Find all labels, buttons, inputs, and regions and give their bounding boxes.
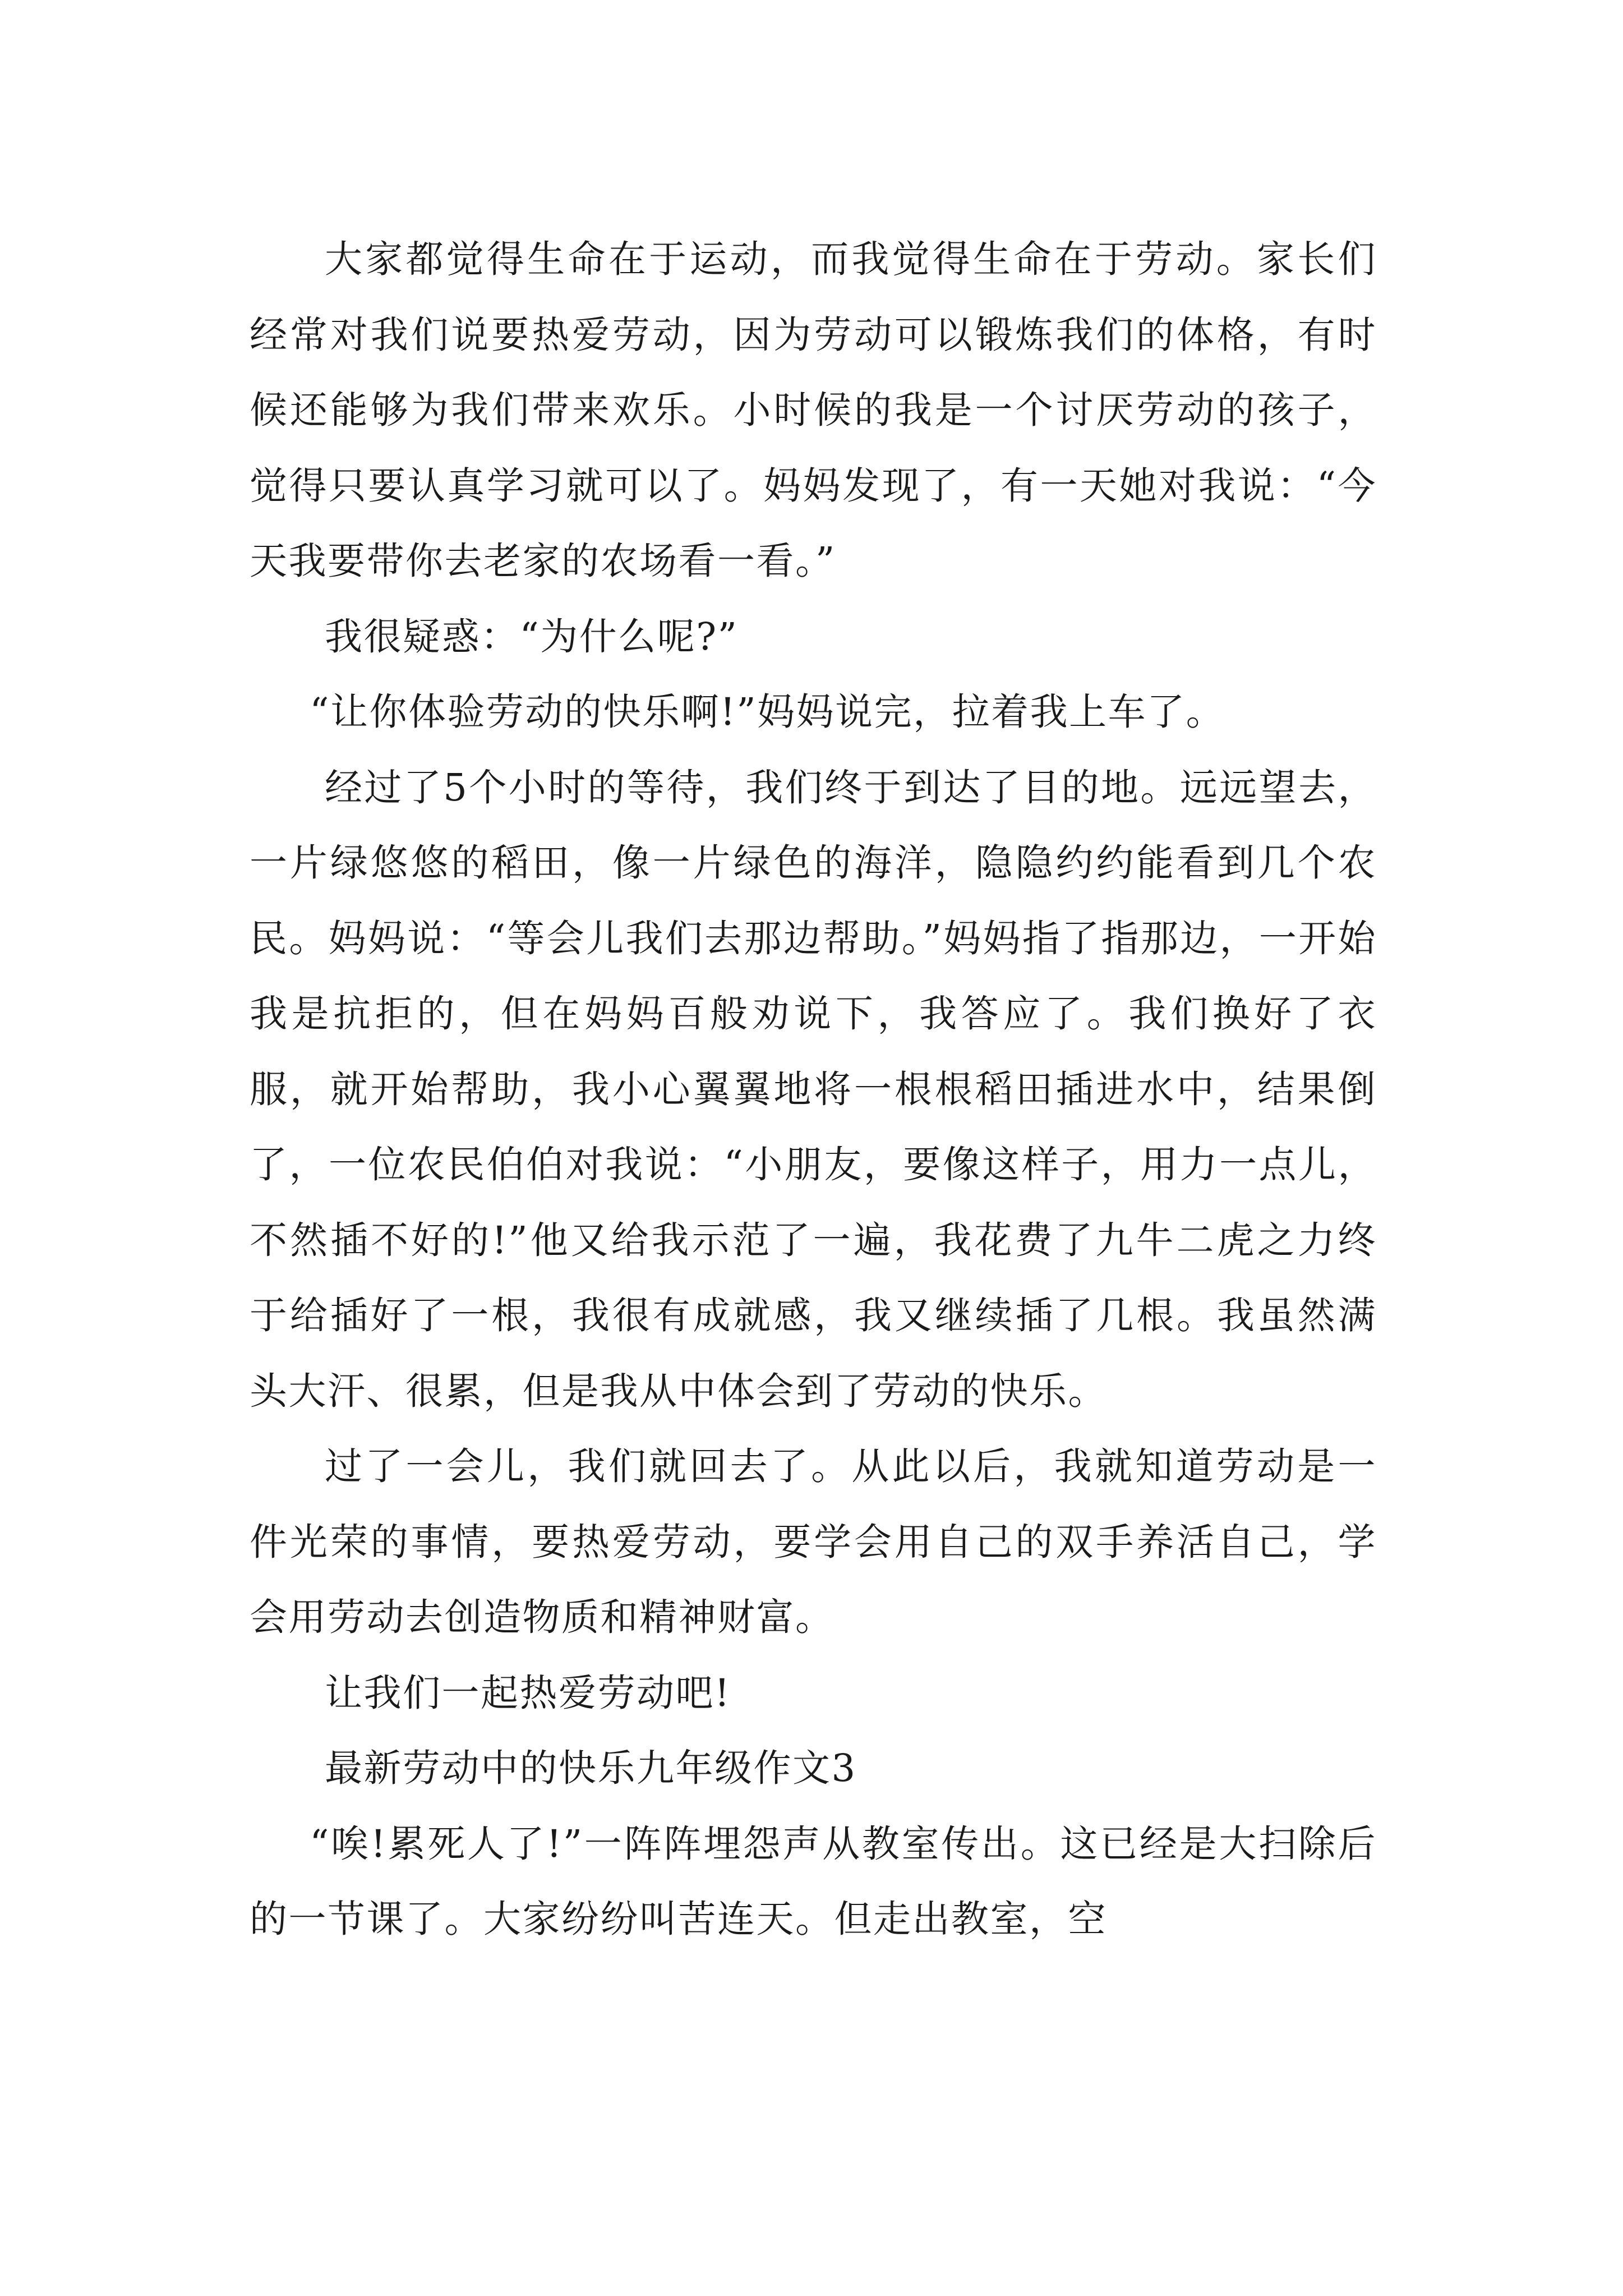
paragraph-reflection: 过了一会儿，我们就回去了。从此以后，我就知道劳动是一件光荣的事情，要热爱劳动，要学会用自己的双手养活自己，学会用劳动去创造物质和精神财富。 [250, 1444, 1377, 1639]
paragraph-mother-reply: “让你体验劳动的快乐啊!”妈妈说完，拉着我上车了。 [310, 690, 1225, 734]
paragraph-closing: 让我们一起热爱劳动吧! [325, 1671, 731, 1715]
paragraph-question: 我很疑惑：“为什么呢?” [325, 614, 739, 659]
paragraph-intro: 大家都觉得生命在于运动，而我觉得生命在于劳动。家长们经常对我们说要热爱劳动，因为劳动可以锻炼我们的体格，有时候还能够为我们带来欢乐。小时候的我是一个讨厌劳动的孩子，觉得只要认真学习就可以了。妈妈发现了，有一天她对我说：“今天我要带你去老家的农场看一看。” [250, 237, 1377, 583]
paragraph-essay3-opening: “唉!累死人了!”一阵阵埋怨声从教室传出。这已经是大扫除后的一节课了。大家纷纷叫苦连天。但走出教室，空 [250, 1821, 1377, 1941]
essay-heading-3: 最新劳动中的快乐九年级作文3 [325, 1746, 857, 1790]
paragraph-farm-story: 经过了5个小时的等待，我们终于到达了目的地。远远望去，一片绿悠悠的稻田，像一片绿色的海洋，隐隐约约能看到几个农民。妈妈说：“等会儿我们去那边帮助。”妈妈指了指那边，一开始我是抗拒的，但在妈妈百般劝说下，我答应了。我们换好了衣服，就开始帮助，我小心翼翼地将一根根稻田插进水中，结果倒了，一位农民伯伯对我说：“小朋友，要像这样子，用力一点儿，不然插不好的!”他又给我示范了一遍，我花费了九牛二虎之力终于给插好了一根，我很有成就感，我又继续插了几根。我虽然满头大汗、很累，但是我从中体会到了劳动的快乐。 [250, 765, 1377, 1413]
essay-body [250, 222, 1377, 1957]
